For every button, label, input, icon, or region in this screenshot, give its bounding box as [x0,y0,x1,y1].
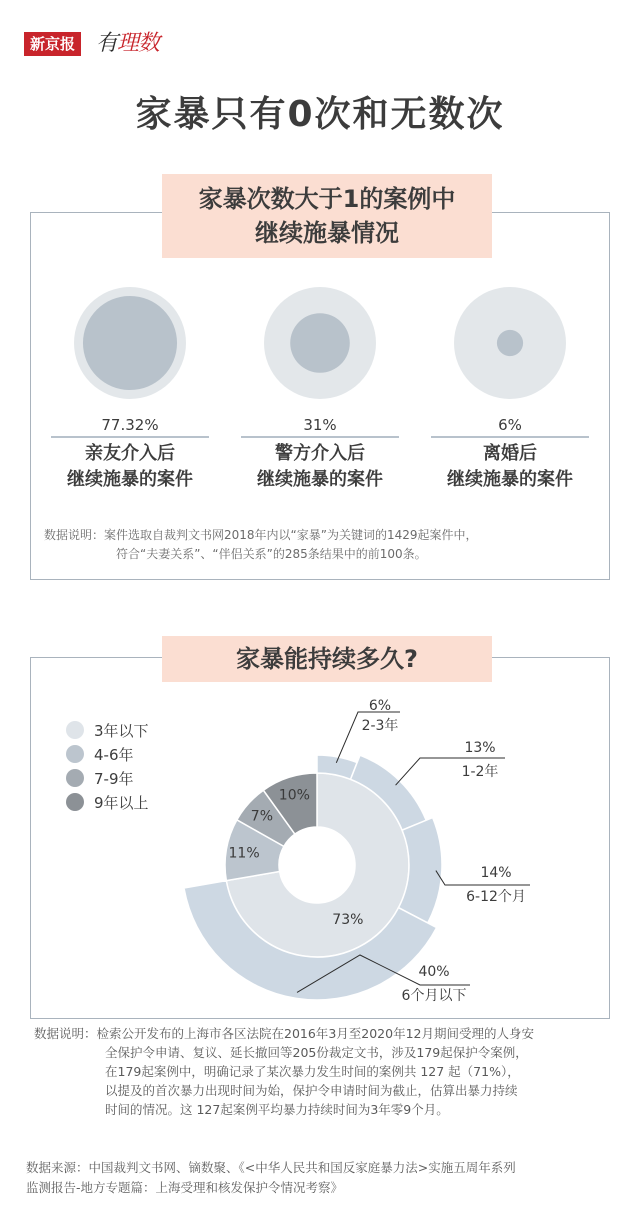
logo-newspaper: 新京报 [24,32,81,56]
bubble-underline-2 [431,436,589,438]
bubble-chart [0,280,640,410]
bubble-pct-label-2: 6% [498,416,522,434]
callout-under6m [388,962,480,1006]
bubble-underline-0 [51,436,209,438]
section2-title: 家暴能持续多久? [162,636,492,682]
legend-label-3yr: 3年以下 [94,721,149,740]
callout-2-3yr [345,696,415,736]
page-title: 家暴只有0次和无数次 [135,94,505,135]
logo-script-part1: 有 [96,31,118,56]
callout-6-12m-pct: 14% [480,865,512,881]
bubble-underline-1 [241,436,399,438]
bubble-value-1 [290,313,350,373]
section2-note-line2: 全保护令申请、复议、延长撤回等205份裁定文书，涉及179起保护令案例， [105,1045,528,1060]
inner-label-3: 10% [278,787,310,804]
callout-1-2yr [440,738,520,782]
data-source [26,1158,516,1198]
bubble-category-2-line0: 离婚后 [483,443,537,464]
inner-label-2: 7% [250,808,274,825]
callout-under6m-pct: 40% [418,964,450,980]
section2-note [34,1024,534,1119]
bubble-category-1-line0: 警方介入后 [275,443,365,464]
section2-note-line3: 在179起案例中，明确记录了某次暴力发生时间的案例共 127 起（71%）， [105,1064,520,1079]
bubble-category-1 [235,441,405,493]
callout-6-12m [448,863,544,907]
section1-title-line1: 家暴次数大于1的案例中 [198,185,456,213]
section2-note-line1: 数据说明：检索公开发布的上海市各区法院在2016年3月至2020年12月期间受理的人身安 [34,1026,534,1041]
inner-label-1: 11% [228,845,260,862]
logo-script-part2: 理数 [117,31,160,56]
bubble-category-0-line1: 继续施暴的案件 [67,469,193,490]
bubble-pct-label-1: 31% [303,416,337,434]
section1-title-line2: 继续施暴情况 [255,219,399,247]
data-source-line2: 监测报告-地方专题篇：上海受理和核发保护令情况考察》 [26,1180,344,1195]
data-source-line1: 数据来源：中国裁判文书网、镝数聚、《<中华人民共和国反家庭暴力法>实施五周年系列 [26,1160,516,1175]
callout-2-3yr-label: 2-3年 [361,718,399,734]
section1-note-line1: 数据说明：案件选取自裁判文书网2018年内以“家暴”为关键词的1429起案件中， [44,528,478,542]
legend-label-9plus: 9年以上 [94,793,149,812]
legend-label-4-6: 4-6年 [94,745,134,764]
callout-under6m-label: 6个月以下 [401,988,467,1004]
section1-note [44,526,478,564]
bubble-value-2 [497,330,523,356]
bubble-category-0 [45,441,215,493]
bubble-pct-label-0: 77.32% [101,416,159,434]
callout-6-12m-label: 6-12个月 [466,889,526,905]
bubble-category-0-line0: 亲友介入后 [85,443,175,464]
bubble-category-2 [425,441,595,493]
callout-1-2yr-pct: 13% [464,740,496,756]
inner-label-0: 73% [332,911,364,928]
legend-label-7-9: 7-9年 [94,769,134,788]
bubble-value-0 [83,296,177,390]
section1-title [162,174,492,258]
callout-2-3yr-pct: 6% [368,698,392,714]
section2-note-line5: 时间的情况。这 127起案例平均暴力持续时间为3年零9个月。 [105,1102,449,1117]
logo-youlishu [96,26,159,57]
bubble-category-2-line1: 继续施暴的案件 [447,469,573,490]
bubble-category-1-line1: 继续施暴的案件 [257,469,383,490]
callout-1-2yr-label: 1-2年 [461,764,499,780]
section2-note-line4: 以提及的首次暴力出现时间为始，保护令申请时间为截止，估算出暴力持续 [105,1083,518,1098]
duration-donut-chart [0,700,640,1020]
section1-note-line2: 符合“夫妻关系”、“伴侣关系”的285条结果中的前100条。 [116,547,427,561]
